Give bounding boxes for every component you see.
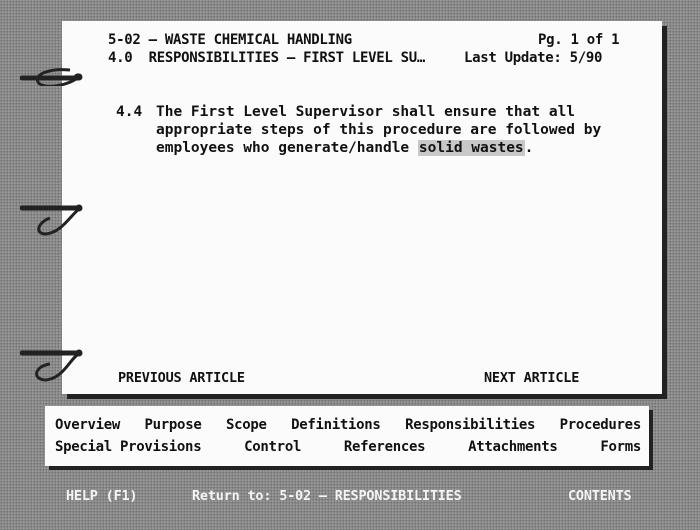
article-text: The First Level Supervisor shall ensure that all appropriate steps of this procedure are followed by employees who generate/handle [156,104,602,156]
section-title: 4.0 RESPONSIBILITIES – FIRST LEVEL SU… [108,50,426,66]
menu-item-definitions[interactable]: Definitions [291,417,381,433]
menu-item-procedures[interactable]: Procedures [559,417,641,433]
binder-ring-icon [20,196,110,236]
help-button[interactable]: HELP (F1) [66,488,138,504]
return-to-link[interactable]: Return to: 5-02 – RESPONSIBILITIES [192,488,462,504]
menu-item-control[interactable]: Control [244,439,302,455]
document-page [62,21,662,394]
section-menu [45,406,649,466]
document-title: 5-02 – WASTE CHEMICAL HANDLING [108,32,352,48]
article-number: 4.4 [116,104,143,120]
hyperlink-solid-wastes[interactable]: solid wastes [418,140,524,156]
last-update: Last Update: 5/90 [464,50,603,66]
menu-item-references[interactable]: References [343,439,426,455]
menu-item-special-provisions[interactable]: Special Provisions [55,439,202,455]
page-indicator: Pg. 1 of 1 [538,32,620,48]
previous-article-link[interactable]: PREVIOUS ARTICLE [118,370,245,386]
menu-item-purpose[interactable]: Purpose [144,417,202,433]
binder-ring-icon [20,344,110,384]
article-text-end: . [524,140,534,156]
menu-row-1 [55,417,641,433]
menu-row-2 [55,439,641,455]
menu-item-scope[interactable]: Scope [225,417,267,433]
menu-item-forms[interactable]: Forms [600,439,641,455]
next-article-link[interactable]: NEXT ARTICLE [484,370,580,386]
article-paragraph [156,103,636,157]
contents-button[interactable]: CONTENTS [568,488,632,504]
article-body [116,103,636,157]
menu-item-attachments[interactable]: Attachments [468,439,558,455]
binder-ring-icon [20,46,110,86]
menu-item-responsibilities[interactable]: Responsibilities [405,417,536,433]
menu-item-overview[interactable]: Overview [55,417,121,433]
